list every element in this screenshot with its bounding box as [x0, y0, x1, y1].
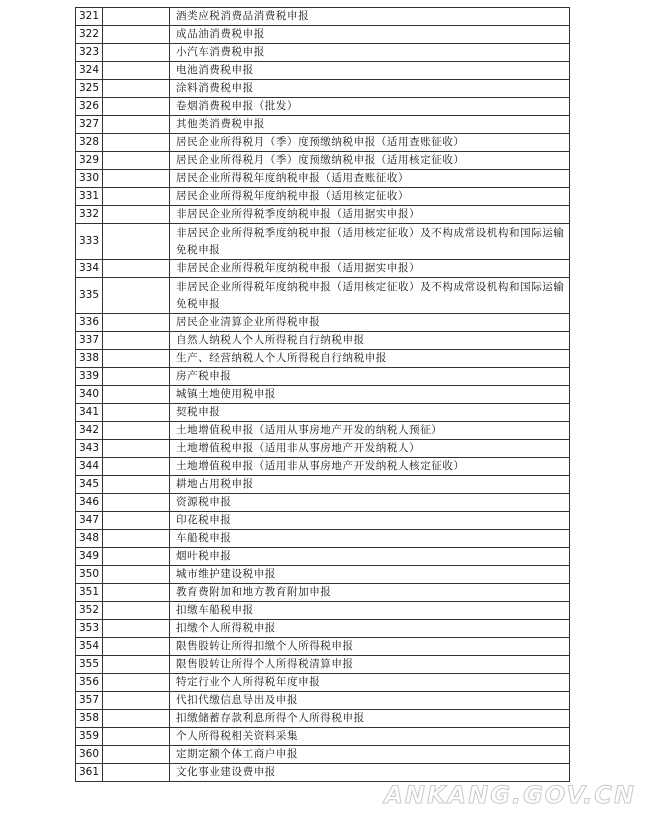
table-row	[76, 278, 570, 314]
row-number: 326	[76, 98, 103, 116]
row-number: 343	[76, 440, 103, 458]
table-row	[76, 692, 570, 710]
item-name: 其他类消费税申报	[170, 116, 570, 134]
row-number: 338	[76, 350, 103, 368]
category-cell	[103, 476, 170, 494]
table-row	[76, 638, 570, 656]
table-row	[76, 422, 570, 440]
item-name: 居民企业所得税月（季）度预缴纳税申报（适用核定征收）	[170, 152, 570, 170]
category-cell	[103, 440, 170, 458]
category-cell	[103, 170, 170, 188]
item-name: 印花税申报	[170, 512, 570, 530]
row-number: 342	[76, 422, 103, 440]
table-row	[76, 602, 570, 620]
row-number: 356	[76, 674, 103, 692]
row-number: 332	[76, 206, 103, 224]
row-number: 352	[76, 602, 103, 620]
row-number: 329	[76, 152, 103, 170]
table-body	[76, 8, 570, 782]
table-row	[76, 44, 570, 62]
category-cell	[103, 224, 170, 260]
category-cell	[103, 602, 170, 620]
row-number: 340	[76, 386, 103, 404]
category-cell	[103, 386, 170, 404]
row-number: 333	[76, 224, 103, 260]
item-name: 酒类应税消费品消费税申报	[170, 8, 570, 26]
item-name: 扣缴个人所得税申报	[170, 620, 570, 638]
table-row	[76, 314, 570, 332]
category-cell	[103, 458, 170, 476]
table-row	[76, 566, 570, 584]
item-name: 小汽车消费税申报	[170, 44, 570, 62]
table-row	[76, 404, 570, 422]
row-number: 354	[76, 638, 103, 656]
category-cell	[103, 116, 170, 134]
category-cell	[103, 620, 170, 638]
table-row	[76, 584, 570, 602]
row-number: 344	[76, 458, 103, 476]
item-name: 资源税申报	[170, 494, 570, 512]
category-cell	[103, 332, 170, 350]
item-name: 教育费附加和地方教育附加申报	[170, 584, 570, 602]
table-row	[76, 656, 570, 674]
item-name: 代扣代缴信息导出及申报	[170, 692, 570, 710]
row-number: 323	[76, 44, 103, 62]
row-number: 353	[76, 620, 103, 638]
row-number: 345	[76, 476, 103, 494]
category-cell	[103, 530, 170, 548]
item-name: 非居民企业所得税年度纳税申报（适用据实申报）	[170, 260, 570, 278]
table-row	[76, 260, 570, 278]
tax-items-table	[75, 7, 570, 782]
category-cell	[103, 674, 170, 692]
item-name: 特定行业个人所得税年度申报	[170, 674, 570, 692]
row-number: 327	[76, 116, 103, 134]
category-cell	[103, 368, 170, 386]
table-row	[76, 332, 570, 350]
category-cell	[103, 584, 170, 602]
item-name: 车船税申报	[170, 530, 570, 548]
row-number: 341	[76, 404, 103, 422]
table-row	[76, 728, 570, 746]
item-name: 城市维护建设税申报	[170, 566, 570, 584]
item-name: 生产、经营纳税人个人所得税自行纳税申报	[170, 350, 570, 368]
item-name: 居民企业所得税月（季）度预缴纳税申报（适用查账征收）	[170, 134, 570, 152]
row-number: 347	[76, 512, 103, 530]
site-watermark: ANKANG.GOV.CN	[384, 781, 636, 809]
table-row	[76, 116, 570, 134]
item-name: 土地增值税申报（适用非从事房地产开发纳税人）	[170, 440, 570, 458]
category-cell	[103, 404, 170, 422]
table-row	[76, 512, 570, 530]
row-number: 357	[76, 692, 103, 710]
table-row	[76, 674, 570, 692]
row-number: 325	[76, 80, 103, 98]
row-number: 321	[76, 8, 103, 26]
table-row	[76, 152, 570, 170]
item-name: 文化事业建设费申报	[170, 764, 570, 782]
table-row	[76, 476, 570, 494]
item-name: 限售股转让所得扣缴个人所得税申报	[170, 638, 570, 656]
table-row	[76, 62, 570, 80]
item-name: 居民企业清算企业所得税申报	[170, 314, 570, 332]
row-number: 351	[76, 584, 103, 602]
table-row	[76, 170, 570, 188]
table-row	[76, 26, 570, 44]
row-number: 348	[76, 530, 103, 548]
category-cell	[103, 764, 170, 782]
item-name: 居民企业所得税年度纳税申报（适用查账征收）	[170, 170, 570, 188]
row-number: 359	[76, 728, 103, 746]
row-number: 360	[76, 746, 103, 764]
table-row	[76, 530, 570, 548]
item-name: 成品油消费税申报	[170, 26, 570, 44]
category-cell	[103, 746, 170, 764]
table-row	[76, 98, 570, 116]
row-number: 361	[76, 764, 103, 782]
category-cell	[103, 314, 170, 332]
table-row	[76, 188, 570, 206]
table-row	[76, 350, 570, 368]
item-name: 土地增值税申报（适用从事房地产开发的纳税人预征）	[170, 422, 570, 440]
category-cell	[103, 656, 170, 674]
category-cell	[103, 278, 170, 314]
table-row	[76, 8, 570, 26]
row-number: 324	[76, 62, 103, 80]
table-row	[76, 746, 570, 764]
table-row	[76, 80, 570, 98]
table-row	[76, 206, 570, 224]
item-name: 房产税申报	[170, 368, 570, 386]
category-cell	[103, 188, 170, 206]
item-name: 扣缴储蓄存款利息所得个人所得税申报	[170, 710, 570, 728]
item-name: 定期定额个体工商户申报	[170, 746, 570, 764]
row-number: 337	[76, 332, 103, 350]
table-row	[76, 440, 570, 458]
item-name: 非居民企业所得税年度纳税申报（适用核定征收）及不构成常设机构和国际运输免税申报	[170, 278, 570, 314]
table-row	[76, 620, 570, 638]
row-number: 335	[76, 278, 103, 314]
category-cell	[103, 80, 170, 98]
row-number: 331	[76, 188, 103, 206]
item-name: 电池消费税申报	[170, 62, 570, 80]
table-row	[76, 224, 570, 260]
category-cell	[103, 8, 170, 26]
category-cell	[103, 692, 170, 710]
category-cell	[103, 152, 170, 170]
category-cell	[103, 134, 170, 152]
category-cell	[103, 206, 170, 224]
row-number: 339	[76, 368, 103, 386]
item-name: 耕地占用税申报	[170, 476, 570, 494]
item-name: 涂料消费税申报	[170, 80, 570, 98]
category-cell	[103, 566, 170, 584]
row-number: 322	[76, 26, 103, 44]
table-row	[76, 494, 570, 512]
row-number: 330	[76, 170, 103, 188]
category-cell	[103, 260, 170, 278]
item-name: 扣缴车船税申报	[170, 602, 570, 620]
item-name: 契税申报	[170, 404, 570, 422]
row-number: 350	[76, 566, 103, 584]
item-name: 非居民企业所得税季度纳税申报（适用核定征收）及不构成常设机构和国际运输免税申报	[170, 224, 570, 260]
row-number: 358	[76, 710, 103, 728]
category-cell	[103, 512, 170, 530]
item-name: 卷烟消费税申报（批发）	[170, 98, 570, 116]
category-cell	[103, 728, 170, 746]
table-row	[76, 548, 570, 566]
item-name: 非居民企业所得税季度纳税申报（适用据实申报）	[170, 206, 570, 224]
row-number: 336	[76, 314, 103, 332]
category-cell	[103, 548, 170, 566]
category-cell	[103, 98, 170, 116]
item-name: 土地增值税申报（适用非从事房地产开发纳税人核定征收）	[170, 458, 570, 476]
row-number: 349	[76, 548, 103, 566]
row-number: 334	[76, 260, 103, 278]
category-cell	[103, 494, 170, 512]
category-cell	[103, 710, 170, 728]
item-name: 城镇土地使用税申报	[170, 386, 570, 404]
category-cell	[103, 44, 170, 62]
item-name: 个人所得税相关资料采集	[170, 728, 570, 746]
category-cell	[103, 422, 170, 440]
row-number: 346	[76, 494, 103, 512]
item-name: 烟叶税申报	[170, 548, 570, 566]
table-row	[76, 368, 570, 386]
category-cell	[103, 62, 170, 80]
category-cell	[103, 350, 170, 368]
item-name: 居民企业所得税年度纳税申报（适用核定征收）	[170, 188, 570, 206]
category-cell	[103, 638, 170, 656]
table-row	[76, 458, 570, 476]
table-row	[76, 386, 570, 404]
item-name: 自然人纳税人个人所得税自行纳税申报	[170, 332, 570, 350]
category-cell	[103, 26, 170, 44]
table-row	[76, 134, 570, 152]
table-row	[76, 764, 570, 782]
table-row	[76, 710, 570, 728]
item-name: 限售股转让所得个人所得税清算申报	[170, 656, 570, 674]
row-number: 355	[76, 656, 103, 674]
row-number: 328	[76, 134, 103, 152]
